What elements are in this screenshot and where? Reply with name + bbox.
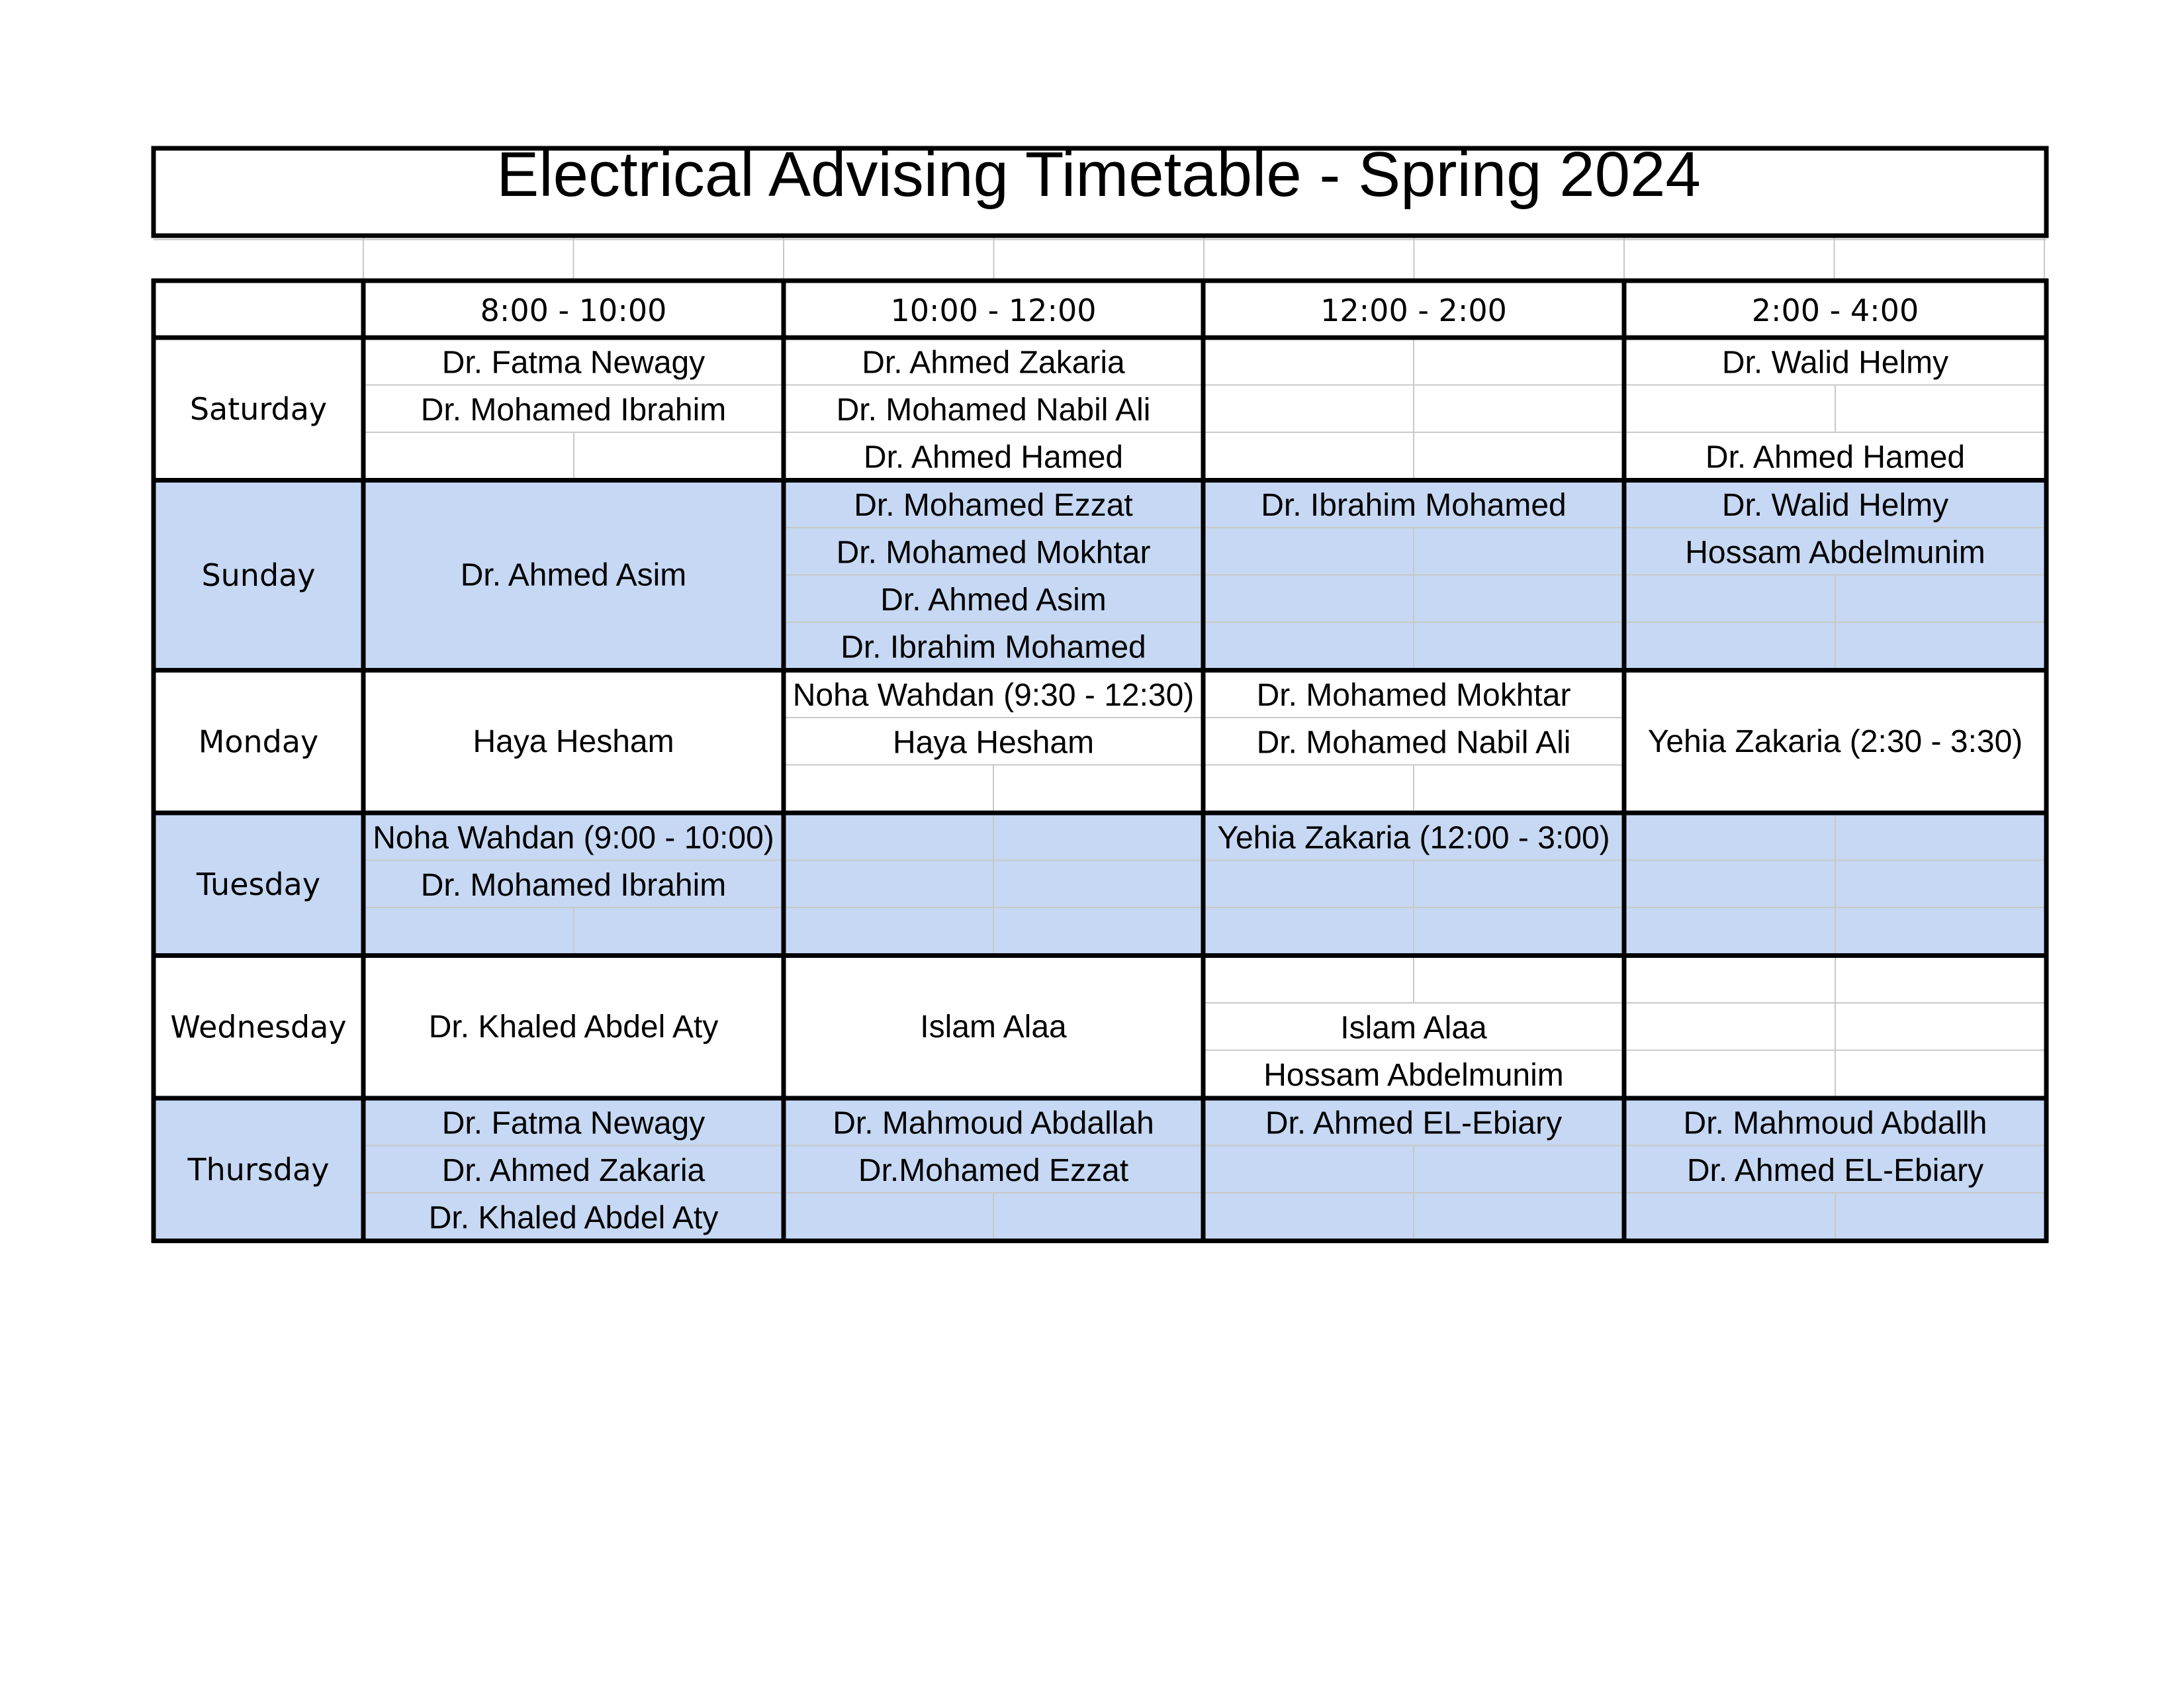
advisor-entry: Dr. Ibrahim Mohamed: [1261, 487, 1567, 523]
advisor-entry: Dr. Ahmed Hamed: [1705, 440, 1966, 475]
advisor-entry: Dr. Mohamed Nabil Ali: [1256, 725, 1571, 761]
advisor-entry: Haya Hesham: [892, 725, 1095, 761]
advisor-entry: Dr. Mohamed Nabil Ali: [836, 392, 1151, 428]
advisor-entry: Yehia Zakaria (12:00 - 3:00): [1217, 820, 1610, 856]
advisor-entry: Dr. Ahmed Asim: [460, 557, 687, 593]
advisor-entry: Dr. Mahmoud Abdallh: [1683, 1105, 1987, 1141]
advisor-entry: Dr. Ibrahim Mohamed: [841, 630, 1146, 665]
advisor-entry: Dr. Ahmed EL-Ebiary: [1686, 1152, 1984, 1188]
advisor-entry: Dr. Mohamed Ibrahim: [420, 392, 727, 428]
advisor-entry: Dr. Mohamed Mokhtar: [1256, 677, 1571, 713]
advisor-entry: Dr. Ahmed Zakaria: [862, 345, 1125, 381]
advisor-entry: Dr. Ahmed Zakaria: [441, 1152, 705, 1188]
advisor-entry: Dr. Ahmed Asim: [880, 582, 1107, 618]
advisor-entry: Islam Alaa: [1340, 1010, 1487, 1046]
advisor-entry: Dr. Ahmed EL-Ebiary: [1265, 1105, 1563, 1141]
advisor-entry: Noha Wahdan (9:30 - 12:30): [792, 677, 1195, 713]
advisor-entry: Islam Alaa: [920, 1009, 1067, 1045]
day-label-tuesday: Tuesday: [196, 866, 321, 902]
advisor-entry: Dr. Mahmoud Abdallah: [833, 1105, 1154, 1141]
day-label-thursday: Thursday: [187, 1151, 330, 1188]
advisor-entry: Dr. Fatma Newagy: [441, 1105, 705, 1141]
advisor-entry: Dr. Khaled Abdel Aty: [428, 1200, 719, 1236]
advisor-entry: Dr. Khaled Abdel Aty: [428, 1009, 719, 1045]
advisor-entry: Yehia Zakaria (2:30 - 3:30): [1647, 724, 2023, 759]
time-slot-header: 10:00 - 12:00: [890, 293, 1097, 328]
advisor-entry: Dr. Mohamed Mokhtar: [836, 535, 1151, 571]
advisor-entry: Dr. Ahmed Hamed: [863, 440, 1124, 475]
day-label-wednesday: Wednesday: [170, 1009, 347, 1045]
advisor-entry: Dr. Mohamed Ibrahim: [420, 867, 727, 903]
advisor-entry: Dr. Fatma Newagy: [441, 345, 705, 381]
advisor-entry: Noha Wahdan (9:00 - 10:00): [373, 820, 774, 856]
advisor-entry: Dr. Walid Helmy: [1721, 345, 1949, 381]
day-label-sunday: Sunday: [201, 557, 316, 593]
advisor-entry: Hossam Abdelmunim: [1685, 535, 1985, 571]
time-slot-header: 8:00 - 10:00: [480, 293, 667, 328]
day-label-saturday: Saturday: [189, 391, 328, 427]
advisor-entry: Haya Hesham: [473, 724, 674, 759]
advisor-entry: Hossam Abdelmunim: [1263, 1057, 1564, 1093]
time-slot-header: 12:00 - 2:00: [1320, 293, 1507, 328]
advisor-entry: Dr. Walid Helmy: [1721, 487, 1949, 523]
time-slot-header: 2:00 - 4:00: [1751, 293, 1919, 328]
timetable-title: Electrical Advising Timetable - Spring 2024: [496, 139, 1701, 210]
advisor-entry: Dr.Mohamed Ezzat: [858, 1152, 1129, 1188]
advisor-entry: Dr. Mohamed Ezzat: [854, 487, 1133, 523]
day-label-monday: Monday: [198, 724, 319, 760]
